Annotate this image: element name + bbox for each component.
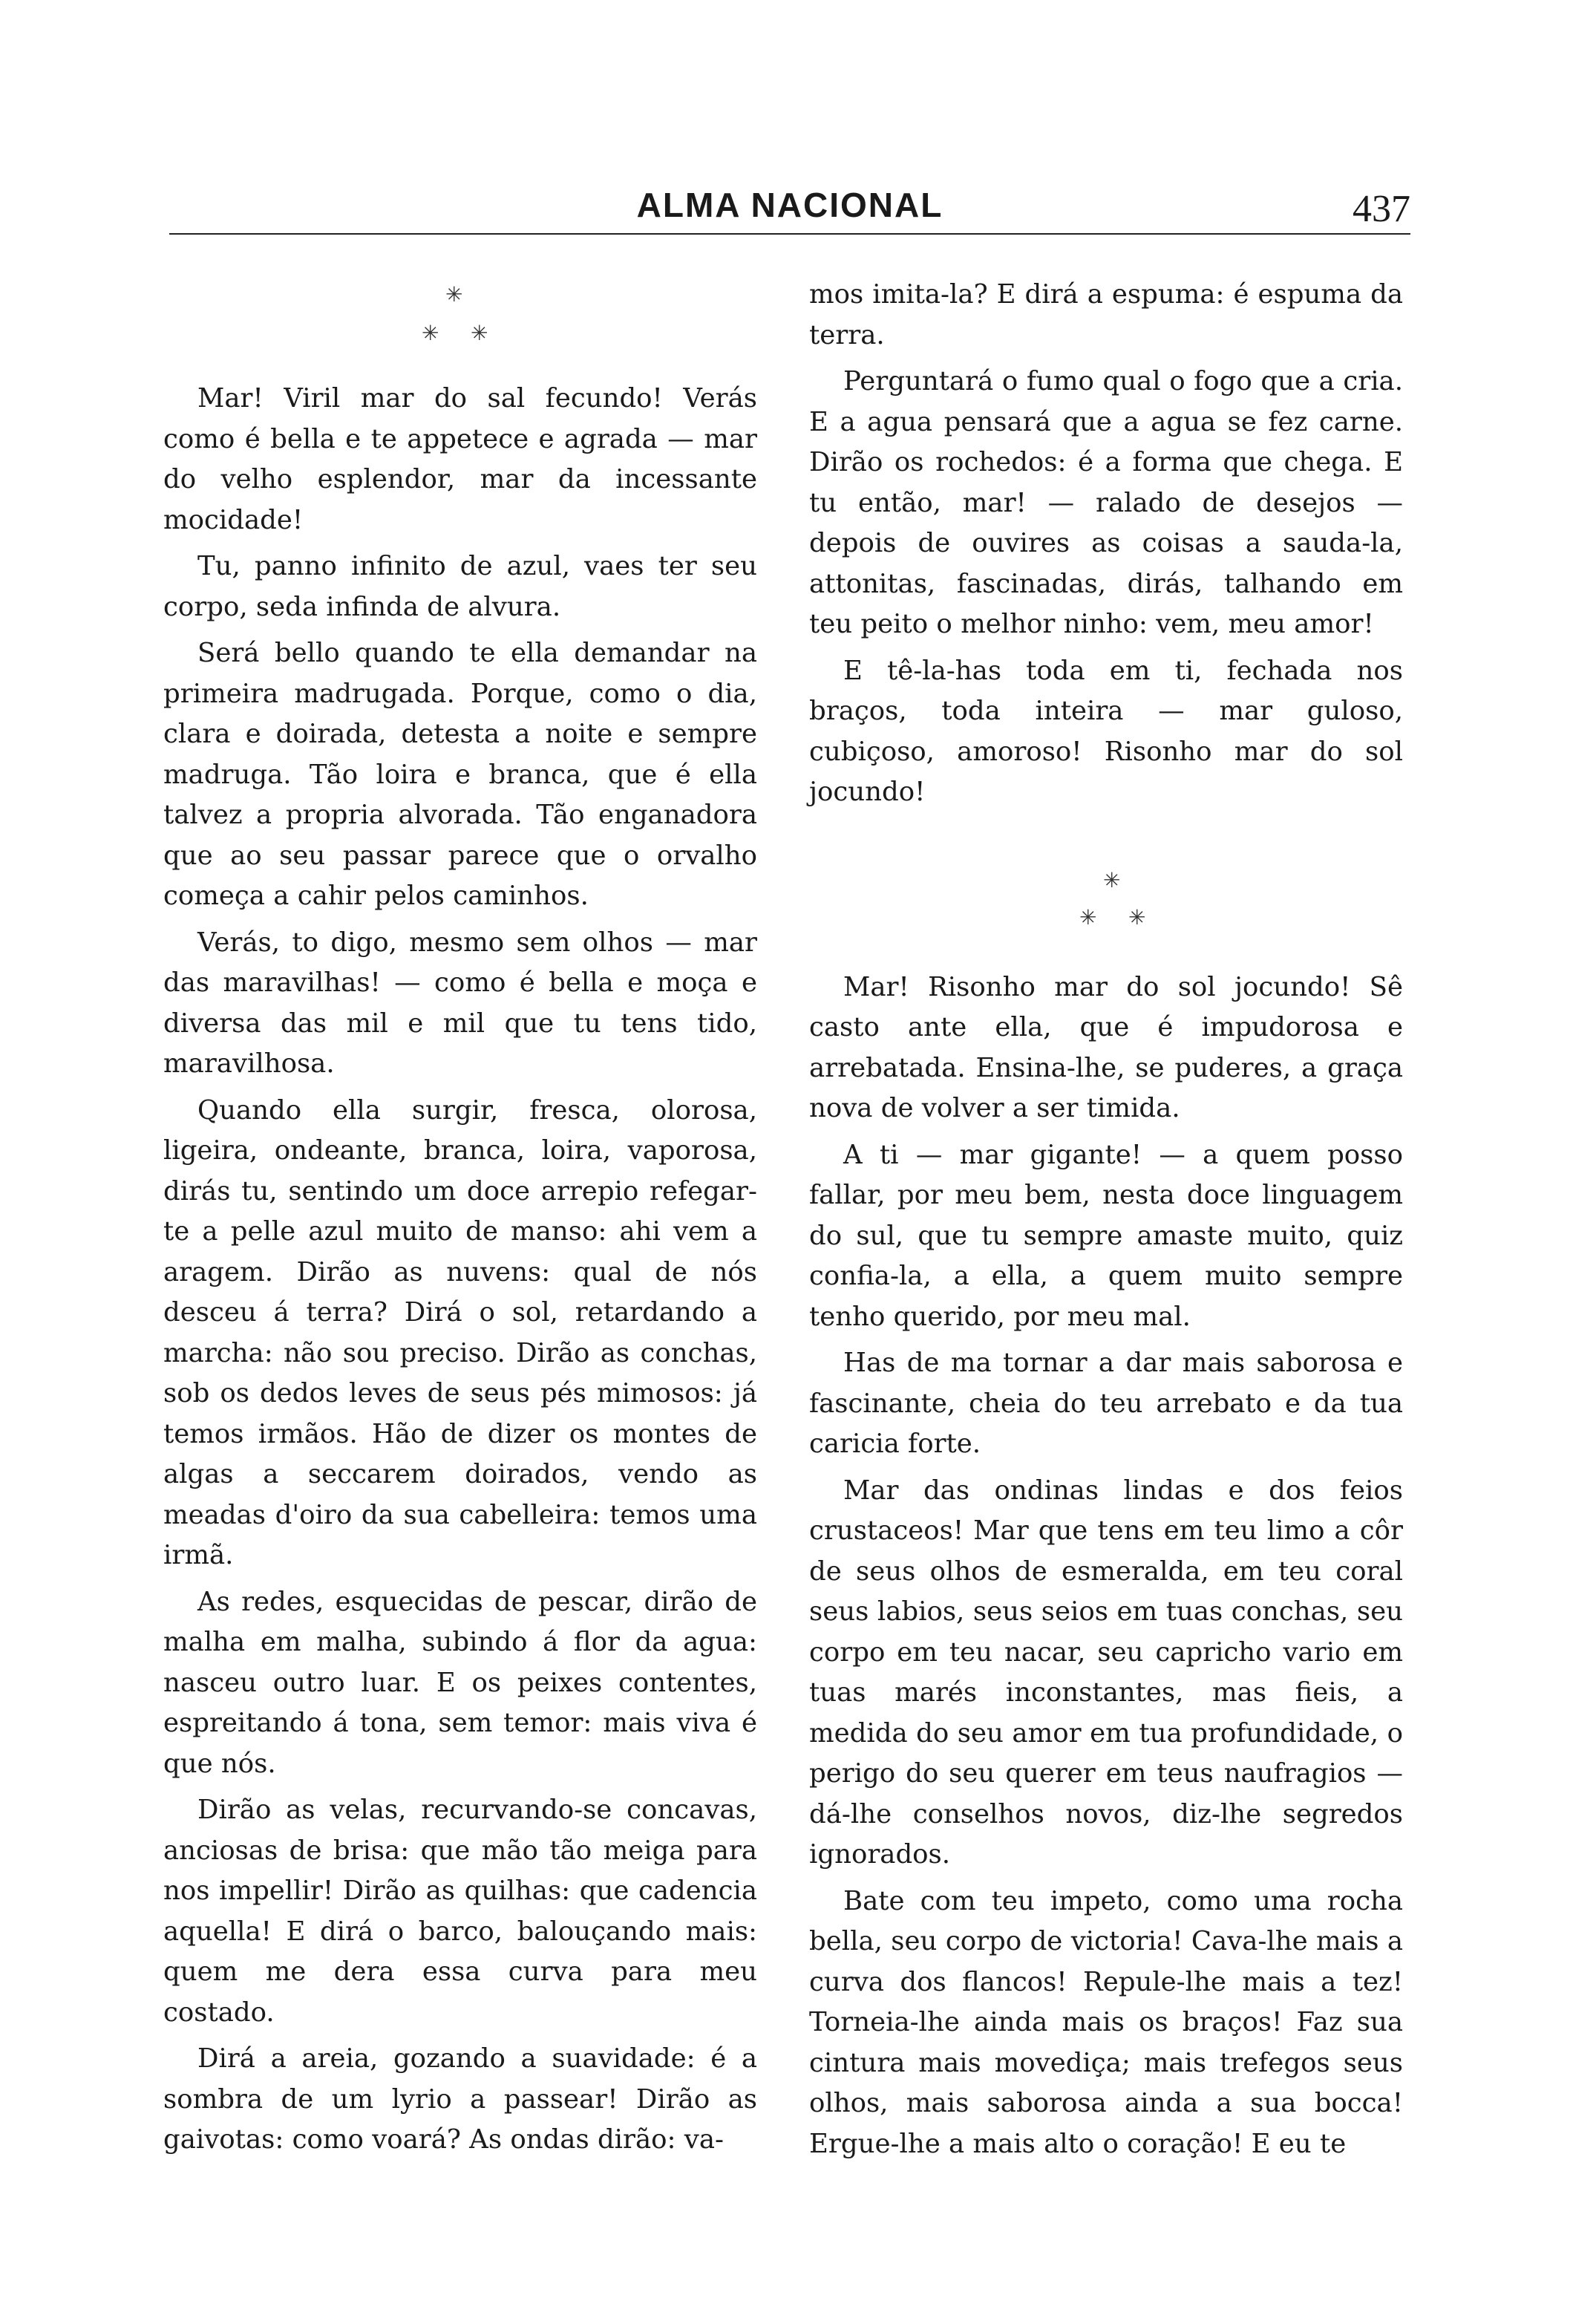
paragraph: As redes, esquecidas de pescar, dirão de malha em malha, subindo á flor da agua: nasceu outro luar. E os peixes contentes, espreitando á tona, sem temor: mais viva é que nós. bbox=[163, 1586, 757, 1779]
paragraph: Será bello quando te ella demandar na primeira madrugada. Porque, como o dia, clara e doirada, detesta a noite e sempre madruga. Tão loira e branca, que é ella talvez a propria alvorada. Tão enganadora que ao seu passar parece que o orvalho começa a cahir pelos caminhos. bbox=[163, 638, 757, 911]
asterisk-icon: ✳ bbox=[471, 321, 488, 345]
section-break-asterism bbox=[809, 856, 1403, 967]
asterisk-icon: ✳ bbox=[1128, 904, 1146, 930]
running-title: ALMA NACIONAL bbox=[636, 186, 943, 224]
section-break-asterism bbox=[163, 275, 757, 379]
paragraph: Mar! Risonho mar do sol jocundo! Sê casto ante ella, que é impudorosa e arrebatada. Ensina-lhe, se puderes, a graça nova de volver a ser timida. bbox=[809, 971, 1403, 1123]
paragraph: Has de ma tornar a dar mais saborosa e fascinante, cheia do teu arrebato e da tua caricia forte. bbox=[809, 1348, 1403, 1459]
asterisk-icon: ✳ bbox=[1079, 904, 1097, 930]
paragraph-continuation: mos imita-la? E dirá a espuma: é espuma da terra. bbox=[809, 279, 1403, 350]
asterisk-icon: ✳ bbox=[1103, 867, 1121, 892]
asterisk-icon: ✳ bbox=[445, 282, 463, 307]
paragraph: Bate com teu impeto, como uma rocha bella, seu corpo de victoria! Cava-lhe mais a curva dos flancos! Repule-lhe mais a tez! Torneia-lhe ainda mais os braços! Faz sua cintura mais movediça; mais trefegos seus olhos, mais saborosa ainda a sua bocca! Ergue-lhe a mais alto o coração! E eu te bbox=[809, 1885, 1403, 2159]
paragraph: Dirão as velas, recurvando-se concavas, anciosas de brisa: que mão tão meiga para nos impellir! Dirão as quilhas: que cadencia aquella! E dirá o barco, balouçando mais: quem me dera essa curva para meu costado. bbox=[163, 1795, 757, 2028]
paragraph: Verás, to digo, mesmo sem olhos — mar das maravilhas! — como é bella e moça e diversa das mil e mil que tu tens tido, maravilhosa. bbox=[163, 927, 757, 1079]
paragraph: Dirá a areia, gozando a suavidade: é a sombra de um lyrio a passear! Dirão as gaivotas: como voará? As ondas dirão: va- bbox=[163, 2043, 757, 2155]
left-column bbox=[163, 275, 757, 2161]
page-number: 437 bbox=[1353, 188, 1410, 230]
paragraph: Mar! Viril mar do sal fecundo! Verás como é bella e te appetece e agrada — mar do velho esplendor, mar da incessante mocidade! bbox=[163, 383, 757, 535]
paragraph: Quando ella surgir, fresca, olorosa, ligeira, ondeante, branca, loira, vaporosa, dirás tu, sentindo um doce arrepio refegar-te a pelle azul muito de manso: ahi vem a aragem. Dirão as nuvens: qual de nós desceu á terra? Dirá o sol, retardando a marcha: não sou preciso. Dirão as conchas, sob os dedos leves de seus pés mimosos: já temos irmãos. Hão de dizer os montes de algas a seccarem doirados, vendo as meadas d'oiro da sua cabelleira: temos uma irmã. bbox=[163, 1094, 757, 1570]
header-rule bbox=[169, 233, 1410, 235]
page-header bbox=[169, 184, 1410, 238]
right-column bbox=[809, 275, 1403, 2164]
asterisk-icon: ✳ bbox=[422, 321, 439, 345]
paragraph: A ti — mar gigante! — a quem posso fallar, por meu bem, nesta doce linguagem do sul, que tu sempre amaste muito, quiz confia-la, a ella, a quem muito sempre tenho querido, por meu mal. bbox=[809, 1139, 1403, 1332]
paragraph: E tê-la-has toda em ti, fechada nos braços, toda inteira — mar guloso, cubiçoso, amoroso! Risonho mar do sol jocundo! bbox=[809, 655, 1403, 807]
paragraph: Perguntará o fumo qual o fogo que a cria. E a agua pensará que a agua se fez carne. Dirão os rochedos: é a forma que chega. E tu então, mar! — ralado de desejos — depois de ouvires as coisas a sauda-la, attonitas, fascinadas, dirás, talhando em teu peito o melhor ninho: vem, meu amor! bbox=[809, 366, 1403, 639]
paragraph: Mar das ondinas lindas e dos feios crustaceos! Mar que tens em teu limo a côr de seus olhos de esmeralda, em teu coral seus labios, seus seios em tuas conchas, seu corpo em teu nacar, seu capricho vario em tuas marés inconstantes, mas fieis, a medida do seu amor em tua profundidade, o perigo do seu querer em teus naufragios — dá-lhe conselhos novos, diz-lhe segredos ignorados. bbox=[809, 1475, 1403, 1870]
paragraph: Tu, panno infinito de azul, vaes ter seu corpo, seda infinda de alvura. bbox=[163, 551, 757, 622]
